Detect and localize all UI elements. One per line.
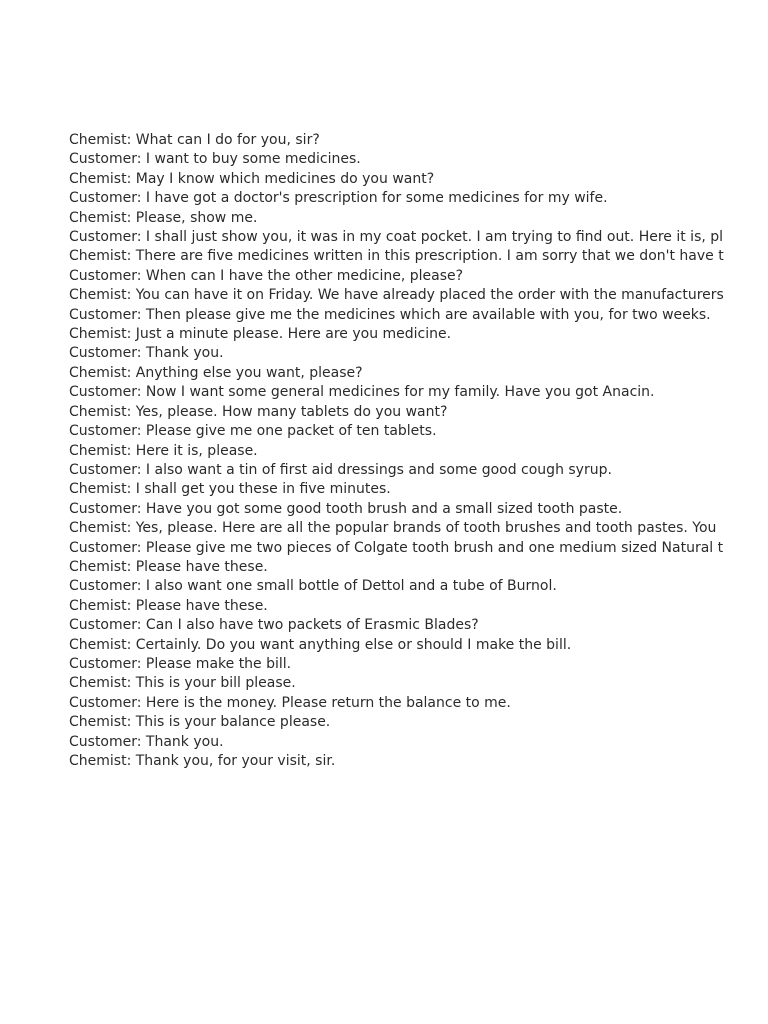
- dialogue-line: Customer: I have got a doctor's prescription for some medicines for my wife.: [69, 190, 608, 207]
- dialogue-line: Chemist: Here it is, please.: [69, 442, 258, 459]
- dialogue-line: Customer: Then please give me the medicines which are available with you, for two weeks.: [69, 306, 711, 323]
- dialogue-line: Chemist: Thank you, for your visit, sir.: [69, 753, 336, 769]
- dialogue-line: Chemist: There are five medicines written in this prescription. I am sorry that we don't have t: [69, 248, 724, 265]
- dialogue-line: Chemist: I shall get you these in five minutes.: [69, 481, 391, 498]
- dialogue-line: Chemist: Yes, please. Here are all the popular brands of tooth brushes and tooth pastes. You: [69, 520, 717, 537]
- dialogue-line: Customer: Please make the bill.: [69, 655, 292, 672]
- dialogue-line: Chemist: Please have these.: [69, 597, 268, 614]
- dialogue-line: Chemist: Anything else you want, please?: [69, 364, 363, 381]
- dialogue-text: [69, 131, 724, 771]
- dialogue-line: Customer: Have you got some good tooth brush and a small sized tooth paste.: [69, 500, 623, 517]
- dialogue-line: Customer: Thank you.: [69, 345, 224, 362]
- dialogue-line: Chemist: Just a minute please. Here are you medicine.: [69, 326, 452, 343]
- dialogue-line: Customer: Here is the money. Please return the balance to me.: [69, 694, 511, 711]
- dialogue-line: Customer: I want to buy some medicines.: [69, 151, 361, 168]
- dialogue-line: Customer: I also want a tin of first aid dressings and some good cough syrup.: [69, 461, 612, 478]
- dialogue-line: Chemist: Yes, please. How many tablets do you want?: [69, 403, 448, 420]
- dialogue-line: Customer: I also want one small bottle of Dettol and a tube of Burnol.: [69, 578, 557, 595]
- dialogue-line: Chemist: Please have these.: [69, 558, 268, 575]
- dialogue-line: Chemist: This is your bill please.: [69, 675, 296, 692]
- dialogue-line: Customer: Please give me one packet of ten tablets.: [69, 423, 437, 440]
- dialogue-line: Chemist: Certainly. Do you want anything else or should I make the bill.: [69, 636, 572, 653]
- dialogue-line: Chemist: This is your balance please.: [69, 714, 331, 731]
- dialogue-line: Customer: I shall just show you, it was in my coat pocket. I am trying to find out. Here it is, pl: [69, 229, 724, 246]
- dialogue-line: Chemist: Please, show me.: [69, 209, 258, 226]
- dialogue-line: Customer: When can I have the other medicine, please?: [69, 267, 464, 284]
- dialogue-line: Customer: Now I want some general medicines for my family. Have you got Anacin.: [69, 384, 655, 401]
- dialogue-line: Customer: Thank you.: [69, 733, 224, 750]
- dialogue-line: Chemist: You can have it on Friday. We have already placed the order with the manufacturers: [69, 287, 724, 304]
- dialogue-line: Customer: Please give me two pieces of Colgate tooth brush and one medium sized Natural t: [69, 539, 724, 556]
- dialogue-line: Customer: Can I also have two packets of Erasmic Blades?: [69, 617, 479, 634]
- dialogue-line: Chemist: What can I do for you, sir?: [69, 132, 320, 148]
- dialogue-line: Chemist: May I know which medicines do you want?: [69, 170, 435, 187]
